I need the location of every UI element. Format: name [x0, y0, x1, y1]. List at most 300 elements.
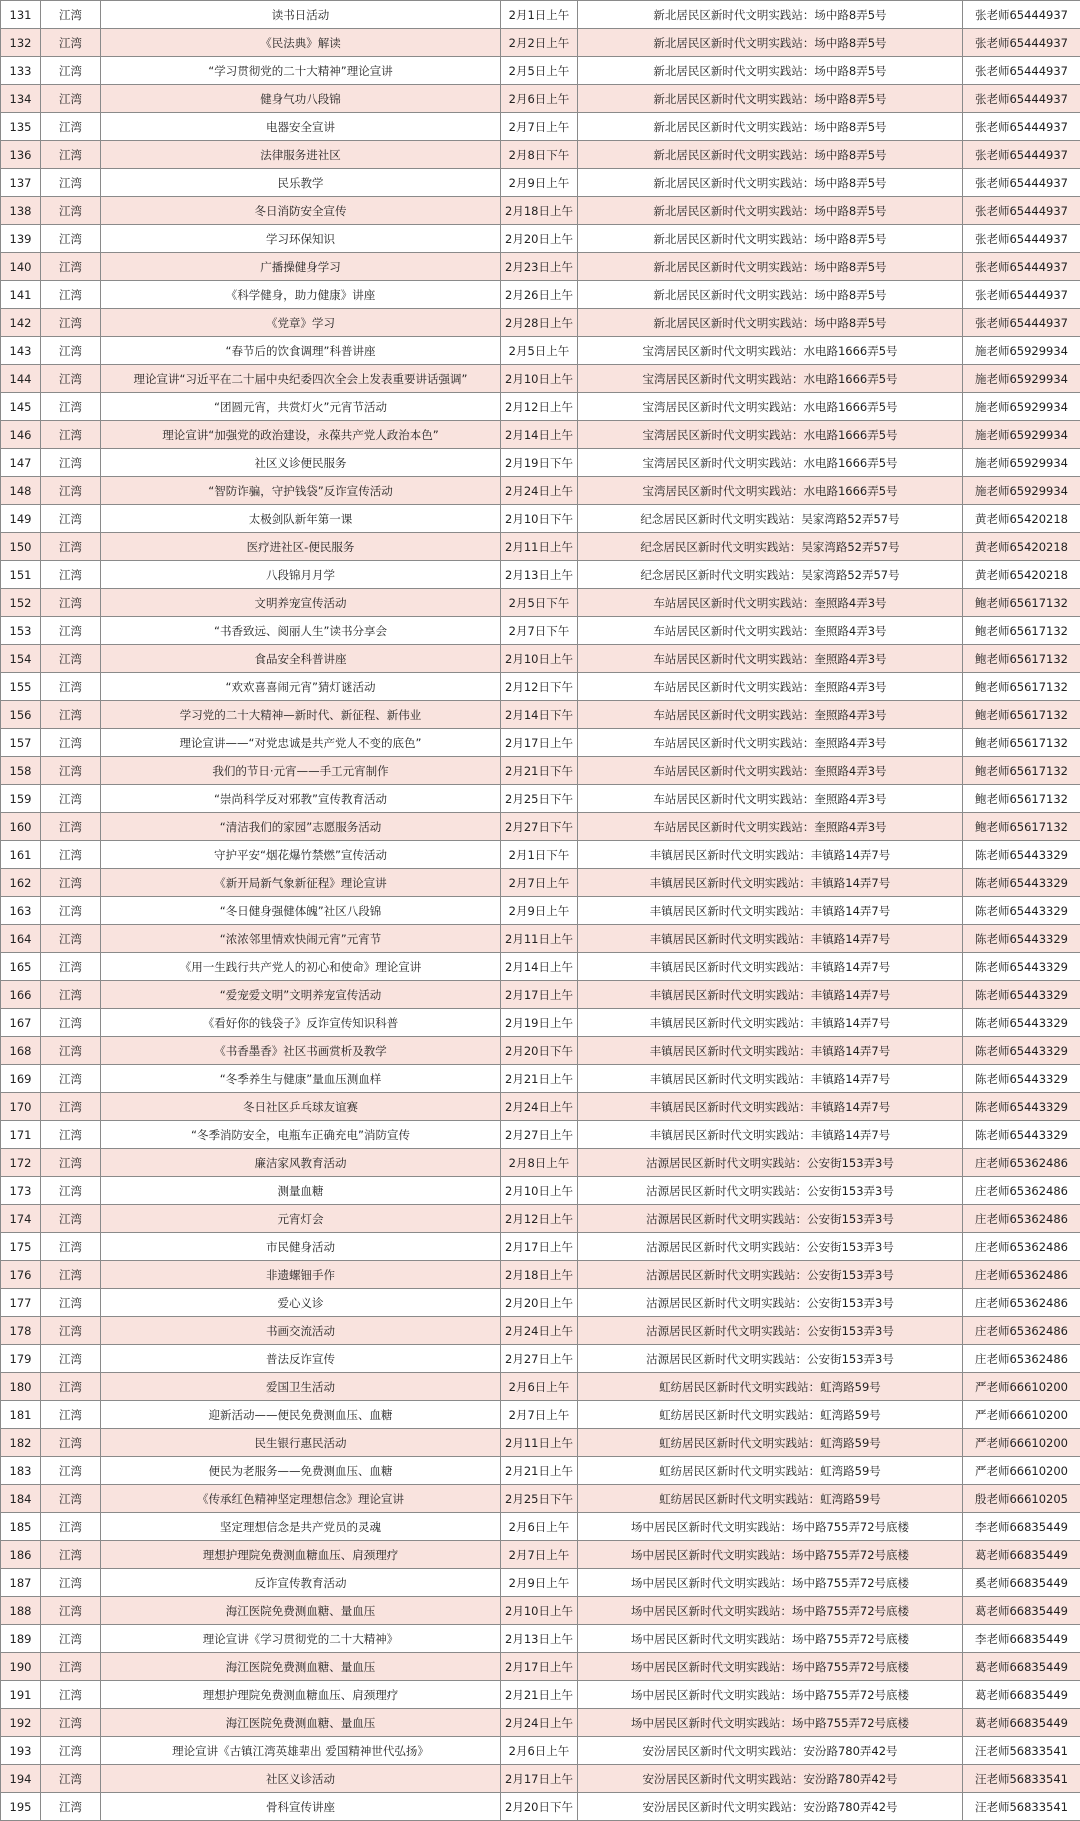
contact-cell: 葛老师66835449 — [963, 1681, 1080, 1709]
contact-cell: 李老师66835449 — [963, 1625, 1080, 1653]
activity-name-cell: “浓浓邻里情欢快闹元宵”元宵节 — [101, 925, 501, 953]
activity-name-cell: 民乐教学 — [101, 169, 501, 197]
row-number-cell: 149 — [1, 505, 41, 533]
activity-name-cell: 爱心义诊 — [101, 1289, 501, 1317]
contact-cell: 张老师65444937 — [963, 281, 1080, 309]
table-row — [1, 57, 1080, 85]
activity-name-cell: “欢欢喜喜闹元宵”猜灯谜活动 — [101, 673, 501, 701]
activity-name-cell: 《用一生践行共产党人的初心和使命》理论宣讲 — [101, 953, 501, 981]
table-row — [1, 365, 1080, 393]
contact-cell: 鲍老师65617132 — [963, 617, 1080, 645]
street-cell: 江湾 — [41, 841, 101, 869]
table-row — [1, 869, 1080, 897]
time-cell: 2月20日下午 — [501, 1793, 578, 1821]
activity-name-cell: 廉洁家风教育活动 — [101, 1149, 501, 1177]
location-cell: 虹纺居民区新时代文明实践站：虹湾路59号 — [578, 1457, 963, 1485]
street-cell: 江湾 — [41, 477, 101, 505]
contact-cell: 张老师65444937 — [963, 253, 1080, 281]
activity-name-cell: 食品安全科普讲座 — [101, 645, 501, 673]
table-row — [1, 1065, 1080, 1093]
activity-name-cell: “春节后的饮食调理”科普讲座 — [101, 337, 501, 365]
time-cell: 2月7日上午 — [501, 1401, 578, 1429]
location-cell: 新北居民区新时代文明实践站：场中路8弄5号 — [578, 85, 963, 113]
location-cell: 丰镇居民区新时代文明实践站：丰镇路14弄7号 — [578, 897, 963, 925]
time-cell: 2月24日上午 — [501, 1709, 578, 1737]
location-cell: 丰镇居民区新时代文明实践站：丰镇路14弄7号 — [578, 869, 963, 897]
activity-name-cell: 迎新活动——便民免费测血压、血糖 — [101, 1401, 501, 1429]
time-cell: 2月18日上午 — [501, 1261, 578, 1289]
row-number-cell: 167 — [1, 1009, 41, 1037]
activity-name-cell: 理论宣讲《古镇江湾英雄辈出 爱国精神世代弘扬》 — [101, 1737, 501, 1765]
contact-cell: 鲍老师65617132 — [963, 645, 1080, 673]
table-row — [1, 449, 1080, 477]
activity-name-cell: 电器安全宣讲 — [101, 113, 501, 141]
row-number-cell: 147 — [1, 449, 41, 477]
table-row — [1, 841, 1080, 869]
row-number-cell: 135 — [1, 113, 41, 141]
activity-name-cell: 文明养宠宣传活动 — [101, 589, 501, 617]
activity-name-cell: 学习党的二十大精神—新时代、新征程、新伟业 — [101, 701, 501, 729]
location-cell: 车站居民区新时代文明实践站：奎照路4弄3号 — [578, 673, 963, 701]
table-row — [1, 981, 1080, 1009]
location-cell: 车站居民区新时代文明实践站：奎照路4弄3号 — [578, 701, 963, 729]
table-row — [1, 197, 1080, 225]
activity-name-cell: 学习环保知识 — [101, 225, 501, 253]
row-number-cell: 189 — [1, 1625, 41, 1653]
row-number-cell: 151 — [1, 561, 41, 589]
table-row — [1, 1429, 1080, 1457]
activity-name-cell: 普法反诈宣传 — [101, 1345, 501, 1373]
street-cell: 江湾 — [41, 561, 101, 589]
row-number-cell: 174 — [1, 1205, 41, 1233]
time-cell: 2月20日下午 — [501, 1037, 578, 1065]
street-cell: 江湾 — [41, 1177, 101, 1205]
row-number-cell: 176 — [1, 1261, 41, 1289]
row-number-cell: 171 — [1, 1121, 41, 1149]
activity-name-cell: 八段锦月月学 — [101, 561, 501, 589]
location-cell: 车站居民区新时代文明实践站：奎照路4弄3号 — [578, 785, 963, 813]
row-number-cell: 184 — [1, 1485, 41, 1513]
time-cell: 2月6日上午 — [501, 1513, 578, 1541]
time-cell: 2月14日上午 — [501, 421, 578, 449]
contact-cell: 庄老师65362486 — [963, 1289, 1080, 1317]
street-cell: 江湾 — [41, 1149, 101, 1177]
time-cell: 2月10日上午 — [501, 1597, 578, 1625]
location-cell: 车站居民区新时代文明实践站：奎照路4弄3号 — [578, 757, 963, 785]
activity-name-cell: 《传承红色精神坚定理想信念》理论宣讲 — [101, 1485, 501, 1513]
location-cell: 场中居民区新时代文明实践站：场中路755弄72号底楼 — [578, 1569, 963, 1597]
table-row — [1, 1709, 1080, 1737]
street-cell: 江湾 — [41, 869, 101, 897]
row-number-cell: 161 — [1, 841, 41, 869]
contact-cell: 严老师66610200 — [963, 1373, 1080, 1401]
time-cell: 2月20日上午 — [501, 1289, 578, 1317]
location-cell: 丰镇居民区新时代文明实践站：丰镇路14弄7号 — [578, 1093, 963, 1121]
activity-name-cell: 冬日社区乒乓球友谊赛 — [101, 1093, 501, 1121]
time-cell: 2月28日上午 — [501, 309, 578, 337]
row-number-cell: 193 — [1, 1737, 41, 1765]
row-number-cell: 195 — [1, 1793, 41, 1821]
contact-cell: 鲍老师65617132 — [963, 785, 1080, 813]
contact-cell: 陈老师65443329 — [963, 925, 1080, 953]
location-cell: 新北居民区新时代文明实践站：场中路8弄5号 — [578, 57, 963, 85]
table-row — [1, 561, 1080, 589]
table-row — [1, 1373, 1080, 1401]
time-cell: 2月7日上午 — [501, 869, 578, 897]
activity-name-cell: 医疗进社区-便民服务 — [101, 533, 501, 561]
contact-cell: 葛老师66835449 — [963, 1709, 1080, 1737]
contact-cell: 庄老师65362486 — [963, 1233, 1080, 1261]
row-number-cell: 188 — [1, 1597, 41, 1625]
contact-cell: 庄老师65362486 — [963, 1205, 1080, 1233]
table-row — [1, 85, 1080, 113]
contact-cell: 陈老师65443329 — [963, 869, 1080, 897]
contact-cell: 陈老师65443329 — [963, 981, 1080, 1009]
row-number-cell: 178 — [1, 1317, 41, 1345]
table-row — [1, 1597, 1080, 1625]
contact-cell: 陈老师65443329 — [963, 1009, 1080, 1037]
contact-cell: 张老师65444937 — [963, 1, 1080, 29]
activity-name-cell: 法律服务进社区 — [101, 141, 501, 169]
activity-name-cell: “清洁我们的家园”志愿服务活动 — [101, 813, 501, 841]
location-cell: 沽源居民区新时代文明实践站：公安街153弄3号 — [578, 1149, 963, 1177]
street-cell: 江湾 — [41, 925, 101, 953]
time-cell: 2月20日上午 — [501, 225, 578, 253]
row-number-cell: 132 — [1, 29, 41, 57]
street-cell: 江湾 — [41, 421, 101, 449]
street-cell: 江湾 — [41, 617, 101, 645]
table-row — [1, 1009, 1080, 1037]
table-row — [1, 645, 1080, 673]
activity-name-cell: 骨科宣传讲座 — [101, 1793, 501, 1821]
activity-name-cell: 坚定理想信念是共产党员的灵魂 — [101, 1513, 501, 1541]
location-cell: 纪念居民区新时代文明实践站：吴家湾路52弄57号 — [578, 505, 963, 533]
location-cell: 沽源居民区新时代文明实践站：公安街153弄3号 — [578, 1317, 963, 1345]
table-row — [1, 729, 1080, 757]
activity-name-cell: 广播操健身学习 — [101, 253, 501, 281]
time-cell: 2月18日上午 — [501, 197, 578, 225]
time-cell: 2月21日下午 — [501, 757, 578, 785]
row-number-cell: 159 — [1, 785, 41, 813]
street-cell: 江湾 — [41, 449, 101, 477]
street-cell: 江湾 — [41, 365, 101, 393]
row-number-cell: 142 — [1, 309, 41, 337]
activity-name-cell: “崇尚科学反对邪教”宣传教育活动 — [101, 785, 501, 813]
street-cell: 江湾 — [41, 1709, 101, 1737]
activity-name-cell: 《书香墨香》社区书画赏析及教学 — [101, 1037, 501, 1065]
activity-name-cell: 健身气功八段锦 — [101, 85, 501, 113]
contact-cell: 庄老师65362486 — [963, 1177, 1080, 1205]
row-number-cell: 172 — [1, 1149, 41, 1177]
row-number-cell: 168 — [1, 1037, 41, 1065]
row-number-cell: 131 — [1, 1, 41, 29]
time-cell: 2月5日下午 — [501, 589, 578, 617]
location-cell: 虹纺居民区新时代文明实践站：虹湾路59号 — [578, 1429, 963, 1457]
street-cell: 江湾 — [41, 645, 101, 673]
location-cell: 沽源居民区新时代文明实践站：公安街153弄3号 — [578, 1205, 963, 1233]
time-cell: 2月21日上午 — [501, 1065, 578, 1093]
time-cell: 2月19日下午 — [501, 449, 578, 477]
table-row — [1, 113, 1080, 141]
location-cell: 场中居民区新时代文明实践站：场中路755弄72号底楼 — [578, 1541, 963, 1569]
location-cell: 沽源居民区新时代文明实践站：公安街153弄3号 — [578, 1289, 963, 1317]
contact-cell: 施老师65929934 — [963, 365, 1080, 393]
table-row — [1, 1345, 1080, 1373]
street-cell: 江湾 — [41, 1, 101, 29]
street-cell: 江湾 — [41, 1009, 101, 1037]
location-cell: 车站居民区新时代文明实践站：奎照路4弄3号 — [578, 729, 963, 757]
row-number-cell: 137 — [1, 169, 41, 197]
table-row — [1, 1569, 1080, 1597]
time-cell: 2月11日上午 — [501, 1429, 578, 1457]
street-cell: 江湾 — [41, 813, 101, 841]
table-row — [1, 1121, 1080, 1149]
table-row — [1, 1093, 1080, 1121]
street-cell: 江湾 — [41, 533, 101, 561]
time-cell: 2月13日上午 — [501, 561, 578, 589]
table-row — [1, 1289, 1080, 1317]
table-row — [1, 505, 1080, 533]
contact-cell: 鲍老师65617132 — [963, 729, 1080, 757]
table-row — [1, 281, 1080, 309]
row-number-cell: 186 — [1, 1541, 41, 1569]
street-cell: 江湾 — [41, 1793, 101, 1821]
contact-cell: 奚老师66835449 — [963, 1569, 1080, 1597]
row-number-cell: 139 — [1, 225, 41, 253]
location-cell: 丰镇居民区新时代文明实践站：丰镇路14弄7号 — [578, 981, 963, 1009]
row-number-cell: 162 — [1, 869, 41, 897]
activity-name-cell: 冬日消防安全宣传 — [101, 197, 501, 225]
contact-cell: 张老师65444937 — [963, 309, 1080, 337]
street-cell: 江湾 — [41, 141, 101, 169]
street-cell: 江湾 — [41, 1737, 101, 1765]
row-number-cell: 143 — [1, 337, 41, 365]
time-cell: 2月14日下午 — [501, 701, 578, 729]
row-number-cell: 187 — [1, 1569, 41, 1597]
time-cell: 2月27日上午 — [501, 1345, 578, 1373]
activity-name-cell: 民生银行惠民活动 — [101, 1429, 501, 1457]
contact-cell: 张老师65444937 — [963, 85, 1080, 113]
row-number-cell: 154 — [1, 645, 41, 673]
street-cell: 江湾 — [41, 1653, 101, 1681]
street-cell: 江湾 — [41, 1401, 101, 1429]
table-row — [1, 1149, 1080, 1177]
row-number-cell: 173 — [1, 1177, 41, 1205]
time-cell: 2月11日上午 — [501, 533, 578, 561]
table-row — [1, 1261, 1080, 1289]
activity-name-cell: “书香致远、阅丽人生”读书分享会 — [101, 617, 501, 645]
table-row — [1, 1457, 1080, 1485]
street-cell: 江湾 — [41, 505, 101, 533]
activity-name-cell: 读书日活动 — [101, 1, 501, 29]
location-cell: 丰镇居民区新时代文明实践站：丰镇路14弄7号 — [578, 1037, 963, 1065]
contact-cell: 庄老师65362486 — [963, 1345, 1080, 1373]
location-cell: 丰镇居民区新时代文明实践站：丰镇路14弄7号 — [578, 953, 963, 981]
contact-cell: 施老师65929934 — [963, 477, 1080, 505]
table-row — [1, 757, 1080, 785]
contact-cell: 严老师66610200 — [963, 1429, 1080, 1457]
contact-cell: 陈老师65443329 — [963, 1065, 1080, 1093]
table-row — [1, 309, 1080, 337]
time-cell: 2月9日上午 — [501, 1569, 578, 1597]
street-cell: 江湾 — [41, 953, 101, 981]
time-cell: 2月10日上午 — [501, 365, 578, 393]
table-row — [1, 701, 1080, 729]
contact-cell: 陈老师65443329 — [963, 953, 1080, 981]
location-cell: 安汾居民区新时代文明实践站：安汾路780弄42号 — [578, 1765, 963, 1793]
time-cell: 2月26日上午 — [501, 281, 578, 309]
activity-name-cell: 海江医院免费测血糖、量血压 — [101, 1597, 501, 1625]
time-cell: 2月17日上午 — [501, 1233, 578, 1261]
activity-name-cell: 理想护理院免费测血糖血压、肩颈理疗 — [101, 1681, 501, 1709]
table-row — [1, 589, 1080, 617]
time-cell: 2月11日上午 — [501, 925, 578, 953]
contact-cell: 汪老师56833541 — [963, 1737, 1080, 1765]
location-cell: 车站居民区新时代文明实践站：奎照路4弄3号 — [578, 813, 963, 841]
location-cell: 场中居民区新时代文明实践站：场中路755弄72号底楼 — [578, 1681, 963, 1709]
time-cell: 2月17日上午 — [501, 729, 578, 757]
row-number-cell: 181 — [1, 1401, 41, 1429]
location-cell: 宝湾居民区新时代文明实践站：水电路1666弄5号 — [578, 337, 963, 365]
contact-cell: 施老师65929934 — [963, 421, 1080, 449]
street-cell: 江湾 — [41, 57, 101, 85]
row-number-cell: 163 — [1, 897, 41, 925]
contact-cell: 施老师65929934 — [963, 337, 1080, 365]
table-row — [1, 785, 1080, 813]
contact-cell: 鲍老师65617132 — [963, 673, 1080, 701]
table-row — [1, 141, 1080, 169]
contact-cell: 施老师65929934 — [963, 449, 1080, 477]
time-cell: 2月17日上午 — [501, 1765, 578, 1793]
time-cell: 2月7日下午 — [501, 617, 578, 645]
row-number-cell: 144 — [1, 365, 41, 393]
street-cell: 江湾 — [41, 1681, 101, 1709]
table-row — [1, 1177, 1080, 1205]
activity-name-cell: 《科学健身，助力健康》讲座 — [101, 281, 501, 309]
row-number-cell: 133 — [1, 57, 41, 85]
location-cell: 新北居民区新时代文明实践站：场中路8弄5号 — [578, 29, 963, 57]
activity-name-cell: 反诈宣传教育活动 — [101, 1569, 501, 1597]
activity-name-cell: 海江医院免费测血糖、量血压 — [101, 1709, 501, 1737]
time-cell: 2月9日上午 — [501, 169, 578, 197]
contact-cell: 陈老师65443329 — [963, 1037, 1080, 1065]
table-row — [1, 1737, 1080, 1765]
activity-name-cell: 理想护理院免费测血糖血压、肩颈理疗 — [101, 1541, 501, 1569]
location-cell: 安汾居民区新时代文明实践站：安汾路780弄42号 — [578, 1737, 963, 1765]
street-cell: 江湾 — [41, 1765, 101, 1793]
activity-name-cell: 《看好你的钱袋子》反诈宣传知识科普 — [101, 1009, 501, 1037]
table-row — [1, 1233, 1080, 1261]
street-cell: 江湾 — [41, 1037, 101, 1065]
location-cell: 虹纺居民区新时代文明实践站：虹湾路59号 — [578, 1401, 963, 1429]
table-row — [1, 1205, 1080, 1233]
location-cell: 安汾居民区新时代文明实践站：安汾路780弄42号 — [578, 1793, 963, 1821]
contact-cell: 严老师66610200 — [963, 1401, 1080, 1429]
time-cell: 2月12日上午 — [501, 393, 578, 421]
location-cell: 宝湾居民区新时代文明实践站：水电路1666弄5号 — [578, 393, 963, 421]
activity-name-cell: 《民法典》解读 — [101, 29, 501, 57]
activity-name-cell: 理论宣讲《学习贯彻党的二十大精神》 — [101, 1625, 501, 1653]
activity-name-cell: “智防诈骗，守护钱袋”反诈宣传活动 — [101, 477, 501, 505]
street-cell: 江湾 — [41, 1121, 101, 1149]
location-cell: 新北居民区新时代文明实践站：场中路8弄5号 — [578, 253, 963, 281]
contact-cell: 陈老师65443329 — [963, 1093, 1080, 1121]
row-number-cell: 170 — [1, 1093, 41, 1121]
row-number-cell: 141 — [1, 281, 41, 309]
location-cell: 宝湾居民区新时代文明实践站：水电路1666弄5号 — [578, 449, 963, 477]
time-cell: 2月25日下午 — [501, 785, 578, 813]
location-cell: 丰镇居民区新时代文明实践站：丰镇路14弄7号 — [578, 841, 963, 869]
time-cell: 2月24日上午 — [501, 1093, 578, 1121]
activity-name-cell: “冬季养生与健康”量血压测血样 — [101, 1065, 501, 1093]
time-cell: 2月8日下午 — [501, 141, 578, 169]
row-number-cell: 153 — [1, 617, 41, 645]
activity-name-cell: “学习贯彻党的二十大精神”理论宣讲 — [101, 57, 501, 85]
contact-cell: 张老师65444937 — [963, 197, 1080, 225]
street-cell: 江湾 — [41, 589, 101, 617]
activity-name-cell: 社区义诊便民服务 — [101, 449, 501, 477]
activity-name-cell: 《新开局新气象新征程》理论宣讲 — [101, 869, 501, 897]
contact-cell: 殷老师66610205 — [963, 1485, 1080, 1513]
activity-name-cell: 非遗螺钿手作 — [101, 1261, 501, 1289]
location-cell: 沽源居民区新时代文明实践站：公安街153弄3号 — [578, 1261, 963, 1289]
location-cell: 纪念居民区新时代文明实践站：吴家湾路52弄57号 — [578, 561, 963, 589]
table-row — [1, 953, 1080, 981]
time-cell: 2月5日上午 — [501, 337, 578, 365]
street-cell: 江湾 — [41, 673, 101, 701]
row-number-cell: 192 — [1, 1709, 41, 1737]
street-cell: 江湾 — [41, 1513, 101, 1541]
contact-cell: 鲍老师65617132 — [963, 589, 1080, 617]
time-cell: 2月10日上午 — [501, 1177, 578, 1205]
street-cell: 江湾 — [41, 85, 101, 113]
activity-name-cell: “爱宠爱文明”文明养宠宣传活动 — [101, 981, 501, 1009]
street-cell: 江湾 — [41, 1289, 101, 1317]
row-number-cell: 160 — [1, 813, 41, 841]
table-row — [1, 1625, 1080, 1653]
activity-name-cell: “冬季消防安全，电瓶车正确充电”消防宣传 — [101, 1121, 501, 1149]
time-cell: 2月17日上午 — [501, 1653, 578, 1681]
activity-name-cell: 便民为老服务——免费测血压、血糖 — [101, 1457, 501, 1485]
table-row — [1, 1317, 1080, 1345]
table-row — [1, 421, 1080, 449]
row-number-cell: 194 — [1, 1765, 41, 1793]
contact-cell: 李老师66835449 — [963, 1513, 1080, 1541]
activity-table-body — [1, 1, 1080, 1821]
row-number-cell: 155 — [1, 673, 41, 701]
row-number-cell: 175 — [1, 1233, 41, 1261]
contact-cell: 陈老师65443329 — [963, 897, 1080, 925]
contact-cell: 葛老师66835449 — [963, 1597, 1080, 1625]
location-cell: 新北居民区新时代文明实践站：场中路8弄5号 — [578, 169, 963, 197]
table-row — [1, 1681, 1080, 1709]
time-cell: 2月14日上午 — [501, 953, 578, 981]
row-number-cell: 165 — [1, 953, 41, 981]
location-cell: 车站居民区新时代文明实践站：奎照路4弄3号 — [578, 645, 963, 673]
time-cell: 2月5日上午 — [501, 57, 578, 85]
location-cell: 丰镇居民区新时代文明实践站：丰镇路14弄7号 — [578, 1121, 963, 1149]
row-number-cell: 180 — [1, 1373, 41, 1401]
table-row — [1, 673, 1080, 701]
row-number-cell: 157 — [1, 729, 41, 757]
location-cell: 宝湾居民区新时代文明实践站：水电路1666弄5号 — [578, 365, 963, 393]
activity-name-cell: “团圆元宵，共赏灯火”元宵节活动 — [101, 393, 501, 421]
contact-cell: 黄老师65420218 — [963, 505, 1080, 533]
activity-name-cell: 爱国卫生活动 — [101, 1373, 501, 1401]
row-number-cell: 148 — [1, 477, 41, 505]
location-cell: 新北居民区新时代文明实践站：场中路8弄5号 — [578, 197, 963, 225]
street-cell: 江湾 — [41, 1457, 101, 1485]
